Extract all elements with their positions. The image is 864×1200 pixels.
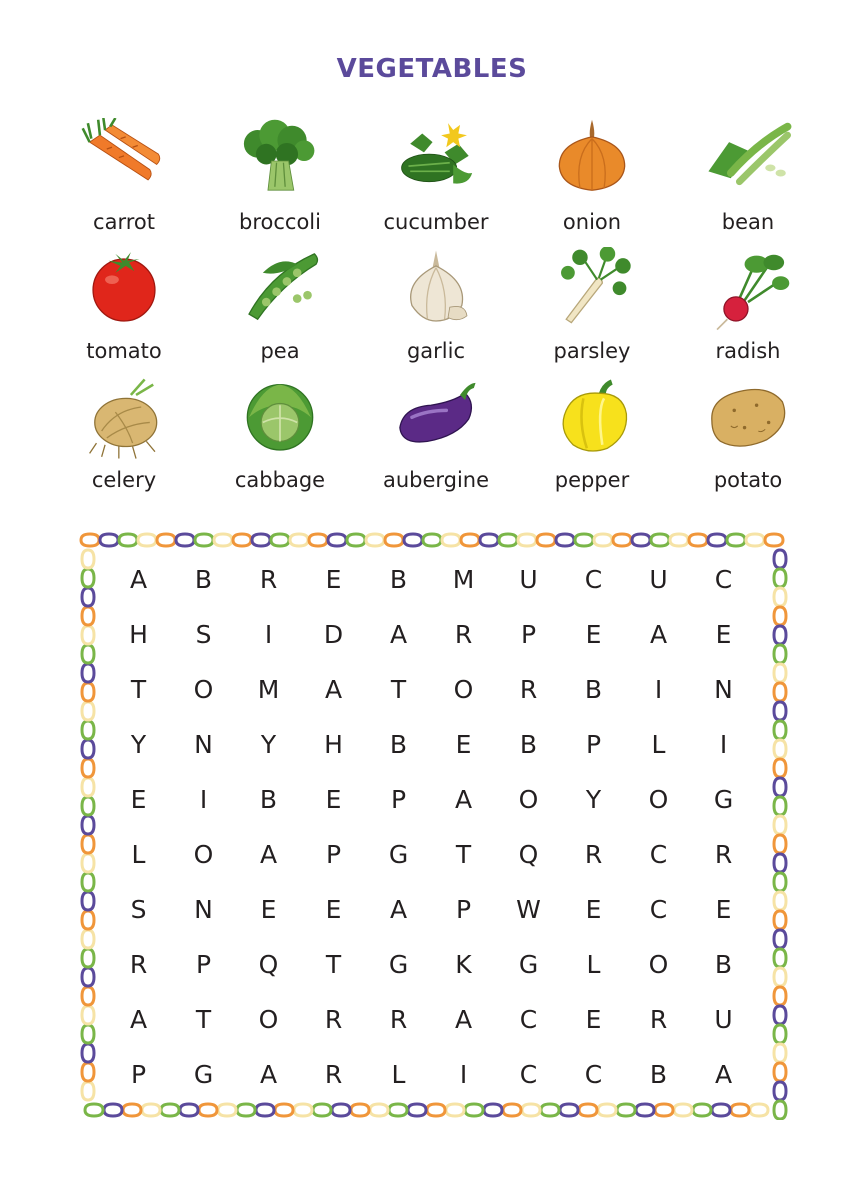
border-link-14 [347,534,365,546]
border-link-9 [252,534,270,546]
grid-letter: A [129,1005,148,1034]
border-link-124 [82,683,94,701]
radish-icon [698,247,798,333]
border-link-28 [613,534,631,546]
border-link-114 [82,873,94,891]
grid-letter: C [584,1060,603,1089]
grid-letter: A [259,840,278,869]
vegetable-label: potato [713,468,783,492]
vegetable-card [202,247,358,376]
grid-letter: G [518,950,539,979]
border-link-95 [218,1104,236,1116]
grid-letter: E [585,620,602,649]
aubergine-icon [386,376,486,462]
border-link-119 [82,778,94,796]
grid-letter: E [260,895,277,924]
border-link-107 [82,1006,94,1024]
border-link-12 [309,534,327,546]
border-link-19 [442,534,460,546]
border-link-24 [537,534,555,546]
vegetable-label: bean [721,210,775,234]
vegetable-label: garlic [406,339,466,363]
grid-letter: R [649,1005,668,1034]
pea-icon [230,247,330,333]
grid-letter: L [586,950,601,979]
border-link-103 [82,1082,94,1100]
border-link-78 [541,1104,559,1116]
celery-icon [74,376,174,462]
grid-letter: B [519,730,538,759]
grid-letter: B [194,565,213,594]
grid-letter: E [715,620,732,649]
border-link-101 [104,1104,122,1116]
grid-letter: R [259,565,278,594]
border-link-104 [82,1063,94,1081]
border-link-52 [774,835,786,853]
border-link-88 [351,1104,369,1116]
border-link-13 [328,534,346,546]
vegetable-label: parsley [553,339,631,363]
grid-letter: B [649,1060,668,1089]
grid-letter: A [714,1060,733,1089]
border-link-30 [651,534,669,546]
border-link-57 [774,930,786,948]
border-link-71 [674,1104,692,1116]
grid-letter: A [454,785,473,814]
border-link-89 [332,1104,350,1116]
border-link-31 [670,534,688,546]
grid-letter: R [129,950,148,979]
vegetable-card [670,376,826,505]
grid-letter: T [455,840,472,869]
grid-letter: R [584,840,603,869]
grid-letter: G [193,1060,214,1089]
vegetable-card [514,118,670,247]
border-link-130 [82,569,94,587]
border-link-60 [774,987,786,1005]
grid-letter: U [714,1005,733,1034]
vegetable-label: radish [715,339,781,363]
border-link-92 [275,1104,293,1116]
border-link-84 [427,1104,445,1116]
grid-letter: T [130,675,147,704]
border-link-49 [774,778,786,796]
vegetable-card [514,376,670,505]
grid-letter: O [193,840,214,869]
grid-letter: I [459,1060,468,1089]
border-link-69 [712,1104,730,1116]
onion-icon [542,118,642,204]
vegetable-label: aubergine [382,468,490,492]
vegetable-card [358,376,514,505]
word-search-grid [106,552,756,1102]
border-link-66 [774,1101,786,1119]
grid-letter: N [194,895,213,924]
grid-letter: L [651,730,666,759]
border-link-45 [774,702,786,720]
border-link-123 [82,702,94,720]
border-link-82 [465,1104,483,1116]
border-link-77 [560,1104,578,1116]
border-link-40 [774,607,786,625]
border-link-42 [774,645,786,663]
grid-letter: O [648,785,669,814]
border-link-59 [774,968,786,986]
grid-letter: K [455,950,472,979]
grid-letter: R [714,840,733,869]
grid-letter: Y [260,730,277,759]
border-link-117 [82,816,94,834]
grid-letter: B [584,675,603,704]
vegetable-card [46,247,202,376]
border-link-100 [123,1104,141,1116]
vegetable-picture-grid [46,118,826,505]
grid-letter: A [389,895,408,924]
grid-letter: T [195,1005,212,1034]
border-link-20 [461,534,479,546]
grid-letter: R [519,675,538,704]
grid-letter: I [719,730,728,759]
vegetable-card [202,376,358,505]
grid-letter: Y [585,785,602,814]
border-link-102 [85,1104,103,1116]
border-link-16 [385,534,403,546]
vegetable-label: pepper [554,468,630,492]
grid-letter: T [325,950,342,979]
grid-letter: A [324,675,343,704]
grid-letter: U [519,565,538,594]
border-link-10 [271,534,289,546]
border-link-73 [636,1104,654,1116]
grid-letter: B [714,950,733,979]
tomato-icon [74,247,174,333]
border-link-39 [774,588,786,606]
border-link-97 [180,1104,198,1116]
grid-letter: C [649,840,668,869]
garlic-icon [386,247,486,333]
border-link-91 [294,1104,312,1116]
border-link-64 [774,1063,786,1081]
border-link-122 [82,721,94,739]
border-link-118 [82,797,94,815]
border-link-15 [366,534,384,546]
grid-letter: O [453,675,474,704]
grid-letter: G [713,785,734,814]
grid-letter: B [389,730,408,759]
grid-letter: B [389,565,408,594]
border-link-62 [774,1025,786,1043]
grid-letter: N [194,730,213,759]
border-link-72 [655,1104,673,1116]
grid-letter: R [324,1005,343,1034]
border-link-121 [82,740,94,758]
border-link-131 [82,550,94,568]
border-link-33 [708,534,726,546]
pepper-icon [542,376,642,462]
grid-letter: T [390,675,407,704]
grid-letter: Q [258,950,279,979]
grid-letter: C [584,565,603,594]
grid-letter: I [654,675,663,704]
vegetable-label: carrot [93,210,155,234]
border-link-75 [598,1104,616,1116]
vegetable-label: tomato [86,339,162,363]
border-link-120 [82,759,94,777]
grid-letter: O [518,785,539,814]
grid-letter: E [325,565,342,594]
grid-letter: I [264,620,273,649]
border-link-34 [727,534,745,546]
potato-icon [698,376,798,462]
border-link-79 [522,1104,540,1116]
vegetable-label: broccoli [239,210,321,234]
border-link-68 [731,1104,749,1116]
grid-letter: E [130,785,147,814]
vegetable-label: celery [91,468,157,492]
border-link-74 [617,1104,635,1116]
border-link-129 [82,588,94,606]
border-link-90 [313,1104,331,1116]
grid-letter: P [390,785,407,814]
grid-letter: L [391,1060,406,1089]
vegetable-label: cabbage [234,468,326,492]
vegetable-card [514,247,670,376]
vegetable-label: cucumber [383,210,489,234]
border-link-94 [237,1104,255,1116]
grid-letter: E [585,1005,602,1034]
vegetable-label: onion [562,210,622,234]
border-link-99 [142,1104,160,1116]
carrot-icon [74,118,174,204]
border-link-4 [157,534,175,546]
border-link-127 [82,626,94,644]
border-link-21 [480,534,498,546]
border-link-3 [138,534,156,546]
border-link-111 [82,930,94,948]
border-link-50 [774,797,786,815]
bean-icon [698,118,798,204]
grid-letter: A [259,1060,278,1089]
grid-letter: P [130,1060,147,1089]
border-link-76 [579,1104,597,1116]
border-link-112 [82,911,94,929]
grid-letter: D [323,620,344,649]
grid-letter: M [452,565,475,594]
border-link-63 [774,1044,786,1062]
border-link-17 [404,534,422,546]
border-link-67 [750,1104,768,1116]
vegetable-card [46,376,202,505]
grid-letter: S [130,895,147,924]
border-link-5 [176,534,194,546]
grid-letter: A [389,620,408,649]
border-link-80 [503,1104,521,1116]
border-link-51 [774,816,786,834]
grid-letter: P [195,950,212,979]
border-link-32 [689,534,707,546]
grid-letter: E [325,785,342,814]
border-link-41 [774,626,786,644]
grid-letter: O [648,950,669,979]
border-link-109 [82,968,94,986]
grid-letter: P [455,895,472,924]
border-link-23 [518,534,536,546]
border-link-37 [774,550,786,568]
grid-letter: G [388,950,409,979]
border-link-115 [82,854,94,872]
border-link-56 [774,911,786,929]
border-link-83 [446,1104,464,1116]
border-link-35 [746,534,764,546]
grid-letter: C [519,1060,538,1089]
grid-letter: W [516,895,541,924]
border-link-47 [774,740,786,758]
grid-letter: M [257,675,280,704]
grid-letter: P [325,840,342,869]
grid-letter: H [324,730,343,759]
cucumber-icon [386,118,486,204]
border-link-113 [82,892,94,910]
border-link-27 [594,534,612,546]
border-link-46 [774,721,786,739]
vegetable-card [670,247,826,376]
grid-letter: A [649,620,668,649]
cabbage-icon [230,376,330,462]
border-link-18 [423,534,441,546]
grid-letter: L [131,840,146,869]
border-link-8 [233,534,251,546]
border-link-7 [214,534,232,546]
border-link-70 [693,1104,711,1116]
border-link-22 [499,534,517,546]
vegetable-card [358,118,514,247]
border-link-98 [161,1104,179,1116]
grid-letter: R [324,1060,343,1089]
border-link-81 [484,1104,502,1116]
grid-letter: R [389,1005,408,1034]
grid-letter: C [714,565,733,594]
grid-letter: C [519,1005,538,1034]
broccoli-icon [230,118,330,204]
border-link-58 [774,949,786,967]
grid-letter: P [520,620,537,649]
vegetable-card [358,247,514,376]
grid-letter: Q [518,840,539,869]
border-link-116 [82,835,94,853]
border-link-85 [408,1104,426,1116]
grid-letter: H [129,620,148,649]
grid-letter: A [129,565,148,594]
border-link-43 [774,664,786,682]
vegetable-card [670,118,826,247]
grid-letter: E [715,895,732,924]
border-link-55 [774,892,786,910]
grid-letter: E [455,730,472,759]
border-link-38 [774,569,786,587]
border-link-96 [199,1104,217,1116]
grid-letter: E [325,895,342,924]
border-link-25 [556,534,574,546]
parsley-icon [542,247,642,333]
grid-letter: I [199,785,208,814]
border-link-0 [81,534,99,546]
border-link-126 [82,645,94,663]
border-link-93 [256,1104,274,1116]
border-link-105 [82,1044,94,1062]
border-link-53 [774,854,786,872]
grid-letter: S [195,620,212,649]
grid-letter: Y [130,730,147,759]
border-link-106 [82,1025,94,1043]
border-link-87 [370,1104,388,1116]
border-link-6 [195,534,213,546]
border-link-86 [389,1104,407,1116]
border-link-110 [82,949,94,967]
grid-letter: G [388,840,409,869]
grid-letter: U [649,565,668,594]
border-link-128 [82,607,94,625]
border-link-44 [774,683,786,701]
grid-letter: C [649,895,668,924]
vegetable-card [202,118,358,247]
vegetable-label: pea [260,339,300,363]
border-link-29 [632,534,650,546]
border-link-54 [774,873,786,891]
border-link-1 [100,534,118,546]
border-link-108 [82,987,94,1005]
grid-letter: E [585,895,602,924]
grid-letter: O [258,1005,279,1034]
border-link-125 [82,664,94,682]
grid-letter: B [259,785,278,814]
border-link-26 [575,534,593,546]
border-link-65 [774,1082,786,1100]
border-link-61 [774,1006,786,1024]
border-link-48 [774,759,786,777]
vegetable-card [46,118,202,247]
border-link-11 [290,534,308,546]
grid-letter: O [193,675,214,704]
border-link-36 [765,534,783,546]
border-link-2 [119,534,137,546]
grid-letter: A [454,1005,473,1034]
grid-letter: R [454,620,473,649]
grid-letter: N [714,675,733,704]
page-title: VEGETABLES [336,54,528,84]
grid-letter: P [585,730,602,759]
